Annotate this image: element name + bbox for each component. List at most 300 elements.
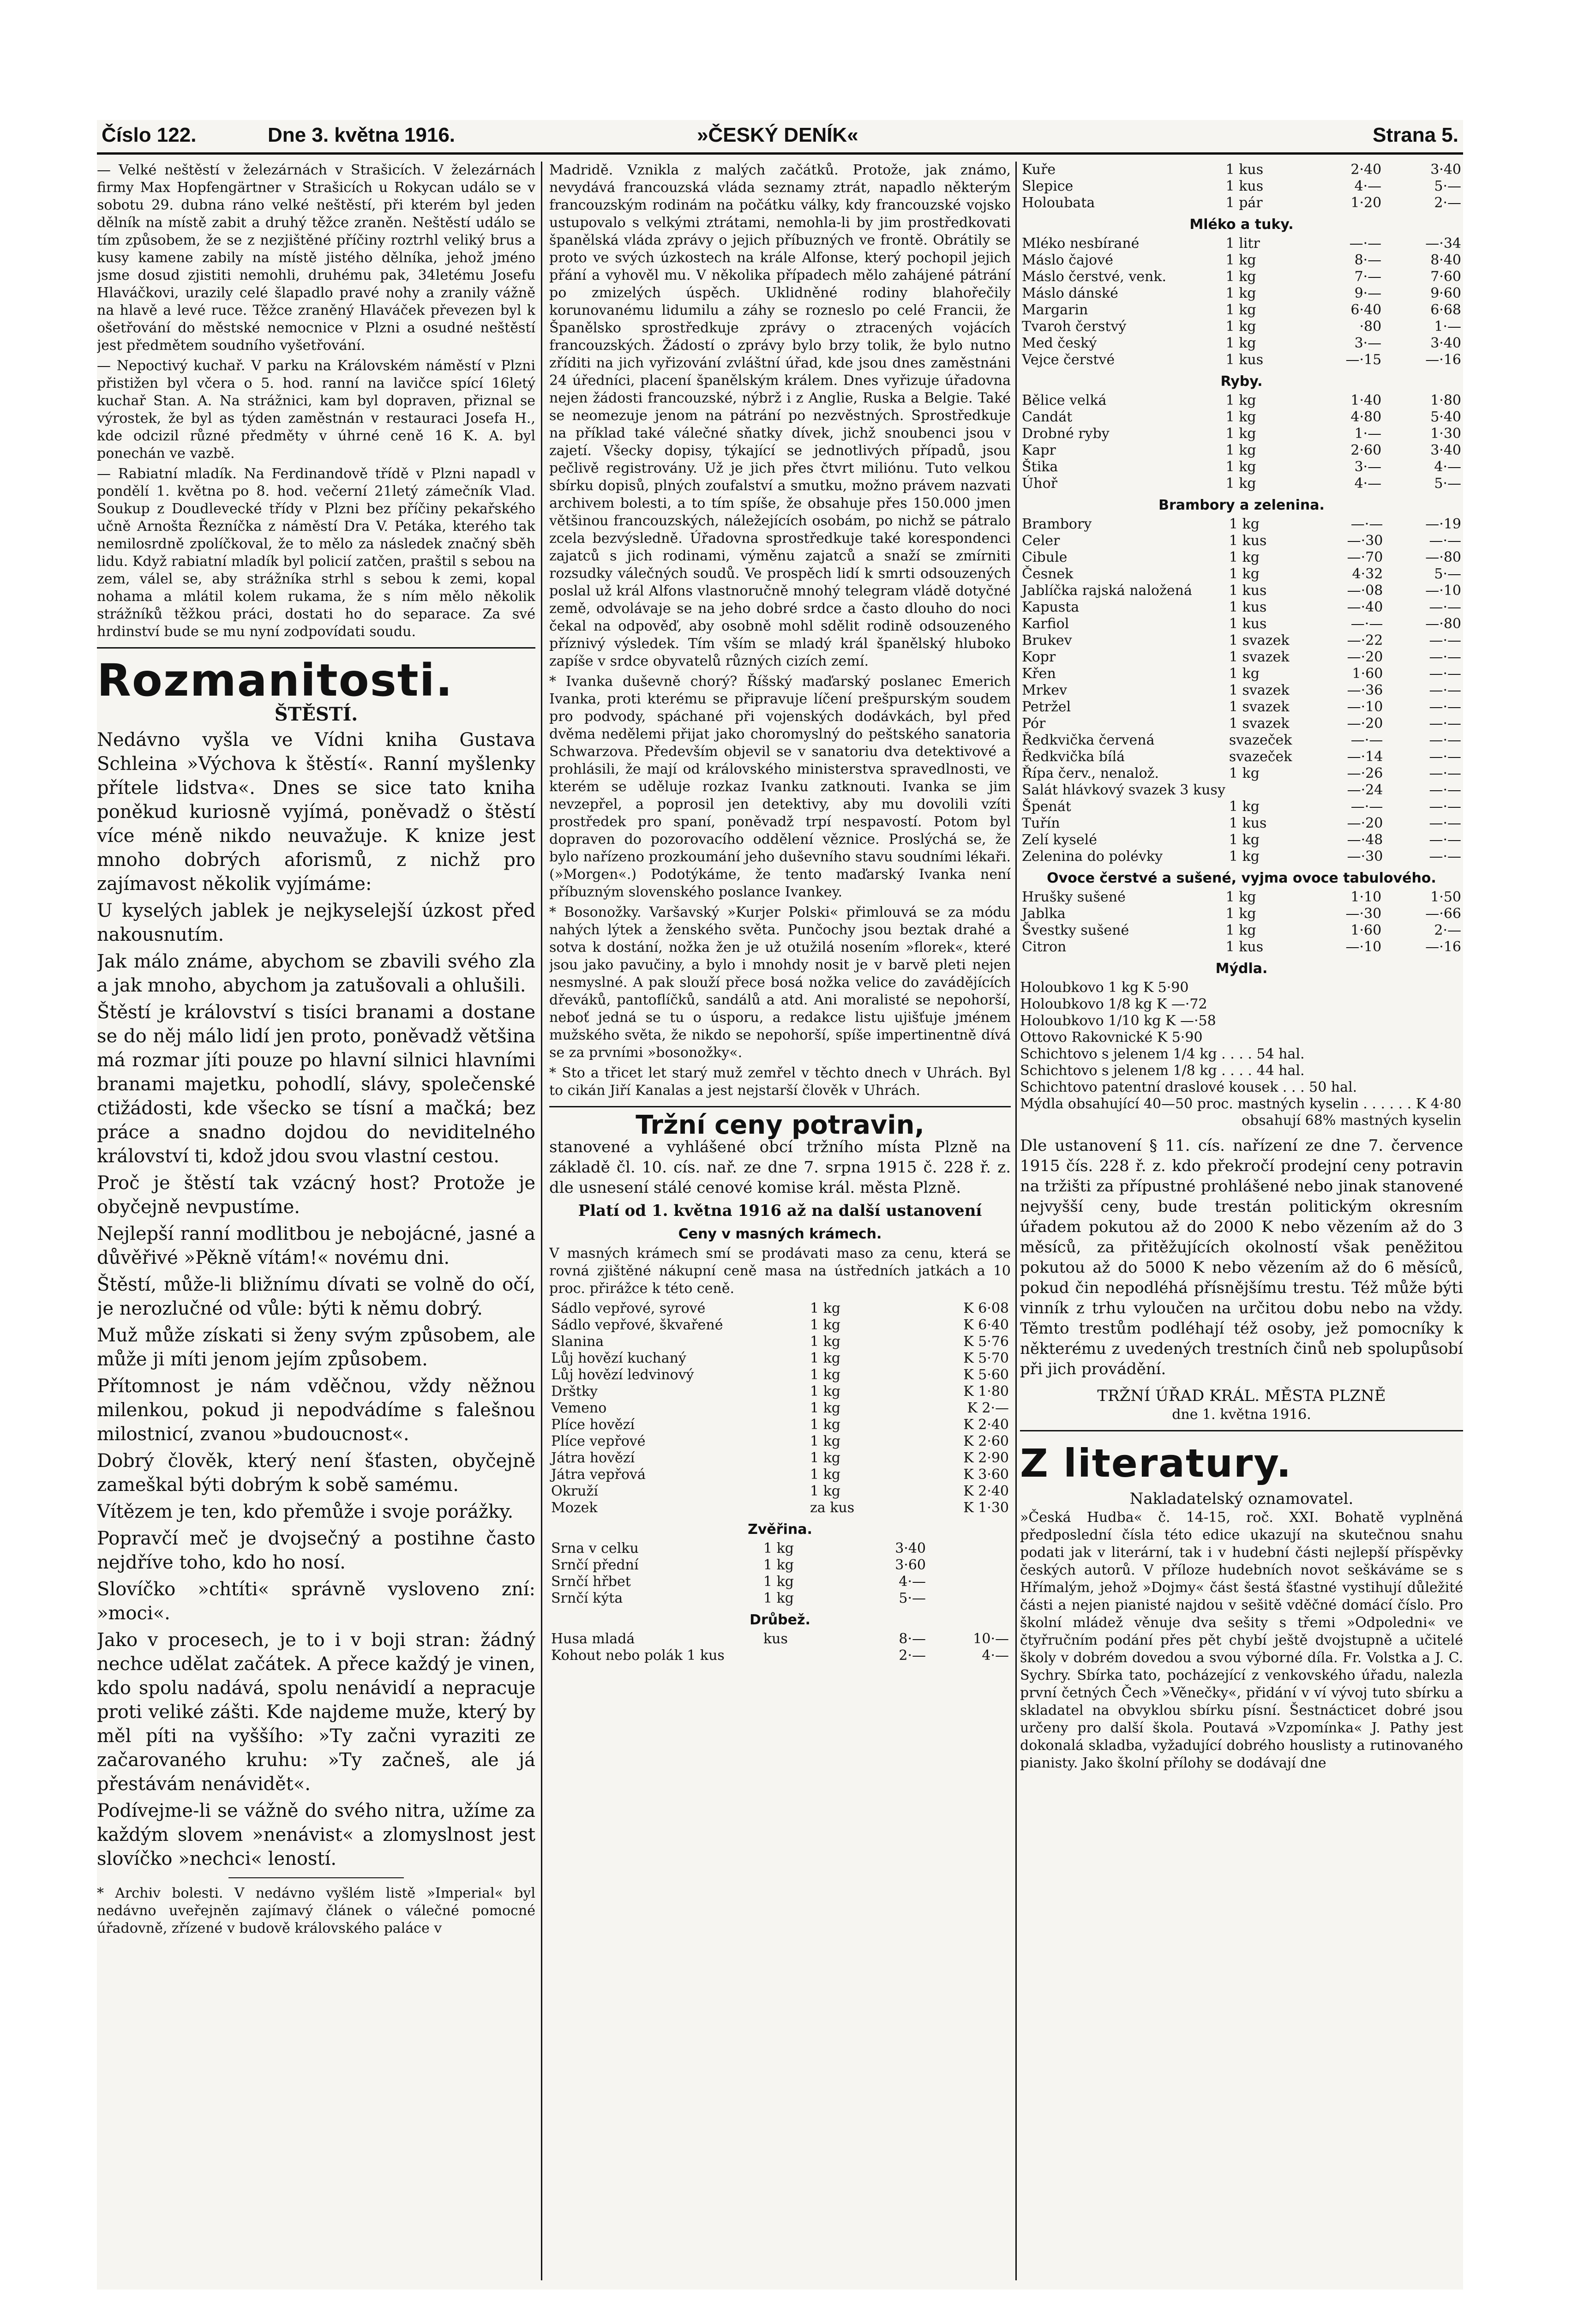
dairy-title: Mléko a tuky. bbox=[1189, 216, 1294, 233]
section-title: Z literatury. bbox=[1020, 1441, 1292, 1486]
price-row bbox=[1020, 922, 1463, 939]
item-name: Sádlo vepřové, škvařené bbox=[551, 1317, 723, 1333]
item-price: 4·— bbox=[982, 1647, 1009, 1664]
item-name: Brambory bbox=[1022, 516, 1092, 532]
paragraph: »Česká Hudba« č. 14-15, roč. XXI. Bohatě vyplněná předposlední čísla této edice ukazují na skutečnou snahu podati jak v literární, tak i v hudební části nejlepší příspěvky českých autorů. V příloze hudebních novot seškáváme se s Hřímalým, jehož »Dojmy« část šestá šťastné vystihují důležité části a nejen pianisté najdou v sešitě vděčné domácí číslo. Pro školní mládež věnuje dva sešity s třemi »Odpoledni« ve čtyřručním podání přes pět chybí ještě dvojstupně a učitelé školy v dobrém dovedou a svou výborné díla. Fr. Volstka a J. C. Sychry. Sbírka tato, pocházející z venkovského úřadu, nalezla první četných Čech »Věnečky«, přidání v ví vývoj tuto sbírku a skladatel na obvyklou sbírku písní. Šestnácticet dobré jsou určeny pro další škola. Poutavá »Vzpomínka« J. Pathy jest dokonalá skladba, vyžadující dobrého houslisty a rutinovaného pianisty. Jako školní přílohy se dodávají dne bbox=[1020, 1509, 1463, 1771]
item-name: Zelenina do polévky bbox=[1022, 848, 1163, 865]
item-name: Ředkvička červená bbox=[1022, 732, 1155, 748]
price-row bbox=[549, 1433, 1011, 1450]
price-row bbox=[1020, 765, 1463, 782]
news-item: * Bosonožky. Varšavský »Kurjer Polski« přimlouvá se za módu nahých lýtek a ženského světa. Punčochy jsou beztak drahé a sotva k dostání, nožka žen je už otužilá nosením »florek«, které jsou jako pavučiny, a bylo i mnohdy nosit je v barvě pleti nejen nesmyslné. A pak slouží přece bosá nožka velice do zavádějících dřeváků, pantoflíčků, sandálů a atd. Ani moralisté se nepohorší, neboť jedná se tu o úsporu, a redakce listu ujišťuje jménem mužského světa, že nikdo se nepohorší, spíše impertinentně dívá se za prvními »bosonožky«. bbox=[549, 904, 1011, 1061]
item-price: —·30 bbox=[1345, 906, 1382, 922]
item-unit: 1 kus bbox=[1229, 583, 1267, 599]
item-unit: 1 kus bbox=[1225, 178, 1264, 194]
paragraph: Nejlepší ranní modlitbou je nebojácné, jasné a důvěřivé »Pěkně vítám!« novému dni. bbox=[97, 1223, 535, 1268]
paragraph: Štěstí je království s tisíci branami a dostane se do něj málo lidí jen proto, poněvadž většina má rozmar jíti pouze po hlavní silnici hlavními branami majetku, pohodlí, slávy, společenské ctižádosti, kde všecko se tísní a mačká; bez práce a snadno dojdou do neviditelného království ti, kdož jdou svou vlastní cestou. bbox=[97, 1002, 535, 1167]
item-name: Plíce hovězí bbox=[551, 1417, 635, 1433]
item-name: Kopr bbox=[1022, 649, 1056, 665]
item-name: Mléko nesbírané bbox=[1022, 235, 1140, 252]
item-price: —·— bbox=[1429, 666, 1461, 682]
price-row bbox=[549, 1450, 1011, 1467]
item-name: Kapr bbox=[1022, 442, 1056, 458]
item-unit: 1 kg bbox=[1225, 475, 1256, 492]
price-row bbox=[1020, 939, 1463, 956]
item-unit bbox=[1227, 782, 1307, 799]
item-price: K 2·90 bbox=[963, 1450, 1009, 1466]
price-row bbox=[1020, 848, 1463, 865]
price-row bbox=[1020, 252, 1463, 269]
item-name: Česnek bbox=[1022, 566, 1074, 582]
price-row bbox=[549, 1334, 1011, 1350]
item-unit: 1 kg bbox=[763, 1540, 794, 1557]
price-row bbox=[1020, 516, 1463, 533]
item-price: —·10 bbox=[1425, 583, 1461, 599]
item-price bbox=[928, 1557, 1011, 1574]
paragraph: Štěstí, může-li bližnímu dívati se volně do očí, je nerozlučné od vůle: býti k němu dobrý. bbox=[97, 1274, 535, 1319]
item-name: Játra vepřová bbox=[551, 1467, 646, 1483]
item-unit: 1 svazek bbox=[1229, 649, 1290, 665]
item-price: —·80 bbox=[1425, 616, 1461, 632]
item-price: 1·60 bbox=[1352, 666, 1383, 682]
item-unit: 1 kg bbox=[1229, 516, 1260, 532]
soap-row: Holoubkovo 1 kg K 5·90 bbox=[1020, 980, 1189, 996]
meat-intro: V masných krámech smí se prodávati maso za cenu, která se rovná zjištěné nákupní ceně masa na ústředních jatkách a 10 proc. přirážce k této ceně. bbox=[549, 1245, 1011, 1297]
item-unit: 1 kg bbox=[1225, 442, 1256, 458]
item-price: —·16 bbox=[1425, 352, 1461, 368]
price-row bbox=[1020, 699, 1463, 715]
item-price: 1·40 bbox=[1350, 392, 1382, 409]
item-name: Brukev bbox=[1022, 632, 1072, 649]
item-price: —·40 bbox=[1347, 599, 1383, 615]
item-price: —·— bbox=[1350, 616, 1383, 632]
news-item: — Velké neštěstí v železárnách v Strašicích. V železárnách firmy Max Hopfengärtner v Strašicích u Rokycan událo se v sobotu 29. dubna ráno velké neštěstí, při kterém byl jeden dělník na místě zabit a druhý těžce zraněn. Neštěstí událo se tím způsobem, že se z nezjištěné příčiny roztrhl veliký brus a kusy kamene zabily na místě jistého dělníka, jehož jméno jsme dosud zjistiti nemohli, druhému pak, 34letému Josefu Hlaváčkovi, urazily celé šlapadlo pravé nohy a zranily vážně na hlavě a levé ruce. Těžce zraněný Hlaváček převezen byl k ošetřování do městské nemocnice v Plzni a osudné neštěstí jest předmětem soudního vyšetřování. bbox=[97, 162, 535, 354]
dairy-price-table bbox=[1020, 235, 1463, 368]
item-unit: 1 kg bbox=[1225, 335, 1256, 351]
item-price: —·— bbox=[1429, 682, 1461, 698]
price-row bbox=[1020, 583, 1463, 599]
price-row bbox=[1020, 352, 1463, 368]
item-unit: 1 kg bbox=[810, 1383, 840, 1400]
item-price: 4·80 bbox=[1350, 409, 1382, 425]
item-name: Švestky sušené bbox=[1022, 922, 1129, 938]
item-price: 9·— bbox=[1354, 285, 1382, 301]
paragraph: Dobrý člověk, který není šťasten, obyčejně zameškal býti dobrým k sobě samému. bbox=[97, 1450, 535, 1496]
paragraph: Vítězem je ten, kdo přemůže i svoje porážky. bbox=[97, 1501, 514, 1522]
price-row bbox=[1020, 162, 1463, 178]
item-unit: 1 kg bbox=[1225, 459, 1256, 475]
price-row bbox=[1020, 632, 1463, 649]
price-row bbox=[1020, 889, 1463, 906]
item-name: Máslo dánské bbox=[1022, 285, 1118, 301]
column-divider bbox=[1015, 162, 1017, 2280]
price-row bbox=[1020, 195, 1463, 211]
price-row bbox=[1020, 749, 1463, 765]
item-price: K 1·80 bbox=[963, 1383, 1009, 1400]
price-row bbox=[549, 1417, 1011, 1433]
item-price: 1·30 bbox=[1430, 426, 1461, 442]
price-row bbox=[549, 1647, 1011, 1664]
law-notice: Dle ustanovení § 11. cís. nařízení ze dne 7. července 1915 čís. 228 ř. z. kdo překročí prodejní ceny potravin na tržišti za přípustné prohlášené nebo jinak stanovené nejvyšší ceny, bude trestán politickým okresním úřadem pokutou až do 2000 K nebo vězením až do 3 měsíců, za přitěžujících okolností však peněžitou pokutou až do 5000 K nebo vězením až do 6 měsíců, pokud čin nepodléhá přísnějšímu trestu. Též může býti vinník z trhu vyloučen na určitou dobu nebo na vždy. Těmto trestům podléhají též osoby, jež pomocníky k některému z uvedených trestních činů neb spolupůsobí při jich provádění. bbox=[1020, 1136, 1463, 1378]
paragraph: Nedávno vyšla ve Vídni kniha Gustava Schleina »Výchova k štěstí«. Ranní myšlenky přítele lidstva«. Dnes se sice tato kniha poněkud kuriosně vyjímá, poněvadž o štěstí více méně nikdo neuvažuje. K knize jest mnoho dobrých aforismů, z nichž pro zajímavost několik vyjímáme: bbox=[97, 729, 535, 895]
item-name: Slanina bbox=[551, 1334, 604, 1350]
soap-row: Holoubkovo 1/8 kg K —·72 bbox=[1020, 996, 1207, 1012]
price-row bbox=[549, 1300, 1011, 1317]
item-name: Karfiol bbox=[1022, 616, 1069, 632]
item-name: Drštky bbox=[551, 1383, 598, 1400]
item-unit: 1 kg bbox=[1225, 392, 1256, 409]
item-name: Tvaroh čerstvý bbox=[1022, 319, 1127, 335]
item-price: K 3·60 bbox=[963, 1467, 1009, 1483]
item-unit: 1 kus bbox=[1229, 599, 1267, 615]
item-price: —·16 bbox=[1425, 939, 1461, 955]
price-row bbox=[549, 1500, 1011, 1516]
price-row bbox=[549, 1350, 1011, 1367]
price-row bbox=[549, 1540, 1011, 1557]
item-name: Bělice velká bbox=[1022, 392, 1107, 409]
item-price: —·22 bbox=[1347, 632, 1383, 649]
masthead: »ČESKÝ DENÍK« bbox=[697, 124, 858, 146]
item-name: Margarin bbox=[1022, 302, 1088, 318]
item-price: —·30 bbox=[1347, 533, 1383, 549]
item-price: —·48 bbox=[1347, 832, 1383, 848]
item-price: —·— bbox=[1349, 235, 1382, 252]
item-name: Vejce čerstvé bbox=[1022, 352, 1115, 368]
item-price: —·— bbox=[1429, 732, 1461, 748]
item-name: Srnčí kýta bbox=[551, 1590, 623, 1606]
price-row bbox=[1020, 682, 1463, 699]
item-price: K 1·30 bbox=[963, 1500, 1009, 1516]
footnote: * Archiv bolesti. V nedávno vyšlém listě »Imperial« byl nedávno uveřejněn zajímavý článek o válečné pomocné úřadovně, zřízené v budově královského paláce v bbox=[97, 1885, 535, 1936]
item-price: 3·60 bbox=[895, 1557, 926, 1573]
price-row bbox=[549, 1400, 1011, 1417]
item-price: —·26 bbox=[1347, 765, 1383, 781]
item-unit: 1 svazek bbox=[1229, 632, 1290, 649]
item-unit: za kus bbox=[810, 1500, 855, 1516]
item-price: K 6·08 bbox=[963, 1300, 1009, 1316]
item-price: —·24 bbox=[1347, 782, 1383, 798]
item-unit: 1 kus bbox=[1229, 533, 1267, 549]
meat-title: Ceny v masných krámech. bbox=[678, 1226, 882, 1242]
price-row bbox=[1020, 599, 1463, 616]
item-name: Mozek bbox=[551, 1500, 598, 1516]
item-price: —·10 bbox=[1347, 699, 1383, 715]
item-unit: 1 svazek bbox=[1229, 682, 1290, 698]
item-price: 3·— bbox=[1354, 335, 1382, 351]
price-row bbox=[1020, 178, 1463, 195]
item-price: 5·40 bbox=[1430, 409, 1461, 425]
item-price: —·66 bbox=[1425, 906, 1461, 922]
soap-row: Ottovo Rakovnické K 5·90 bbox=[1020, 1029, 1203, 1046]
item-unit: 1 kg bbox=[810, 1350, 840, 1366]
item-name: Jablíčka rajská naložená bbox=[1022, 583, 1192, 599]
price-row bbox=[549, 1631, 1011, 1647]
price-row bbox=[549, 1367, 1011, 1383]
meat-price-table bbox=[549, 1300, 1011, 1516]
price-row bbox=[1020, 732, 1463, 749]
item-price: 1·60 bbox=[1350, 922, 1382, 938]
item-unit: 1 kg bbox=[810, 1367, 840, 1383]
item-name: Křen bbox=[1022, 666, 1056, 682]
item-price: —·— bbox=[1429, 815, 1461, 831]
item-unit: 1 kg bbox=[1225, 889, 1256, 905]
item-name: Srna v celku bbox=[551, 1540, 639, 1557]
price-row bbox=[1020, 426, 1463, 442]
item-unit: 1 kg bbox=[1225, 922, 1256, 938]
item-unit: 1 kg bbox=[810, 1334, 840, 1350]
newspaper-page bbox=[97, 120, 1463, 2290]
item-price: 3·40 bbox=[1430, 162, 1461, 178]
item-name: Salát hlávkový svazek 3 kusy bbox=[1022, 782, 1225, 798]
item-price: —·— bbox=[1350, 732, 1383, 748]
item-name: Kuře bbox=[1022, 162, 1056, 178]
paragraph: Jako v procesech, je to i v boji stran: žádný nechce udělat začátek. A přece každý je vinen, kdo spolu nadává, spolu nenávidí a nepracuje proti veliké zášti. Kde najdeme muže, který by měl píti na vyššího: »Ty začni vyraziti ze začarovaného kruhu: »Ty začneš, ale já přestávám nenávidět«. bbox=[97, 1629, 535, 1795]
item-price: 8·— bbox=[899, 1631, 926, 1647]
paragraph: Přítomnost je nám vděčnou, vždy něžnou milenkou, pokud ji nepodvádíme s falešnou milostnicí, zvanou »budoucnost«. bbox=[97, 1376, 535, 1445]
item-name: Citron bbox=[1022, 939, 1067, 955]
item-price: 4·— bbox=[1354, 178, 1382, 194]
item-price: —·10 bbox=[1345, 939, 1382, 955]
item-unit: 1 kus bbox=[1225, 162, 1264, 178]
paragraph: Muž může získati si ženy svým způsobem, ale může ji míti jenom jejím způsobem. bbox=[97, 1325, 535, 1370]
item-unit: 1 kg bbox=[1225, 285, 1256, 301]
item-price: —·— bbox=[1429, 765, 1461, 781]
soap-price-list bbox=[1020, 980, 1463, 1112]
item-price: 7·— bbox=[1354, 269, 1382, 285]
valid-from: Platí od 1. května 1916 až na další ustanovení bbox=[578, 1202, 982, 1220]
item-price: 5·— bbox=[1434, 178, 1461, 194]
vegetable-price-table bbox=[1020, 516, 1463, 865]
item-price: —·— bbox=[1429, 782, 1461, 798]
item-name: Srnčí hřbet bbox=[551, 1574, 631, 1590]
item-unit: 1 kg bbox=[810, 1467, 840, 1483]
item-price: 6·40 bbox=[1350, 302, 1382, 318]
item-name: Játra hovězí bbox=[551, 1450, 635, 1466]
poultry-title: Drůbež. bbox=[750, 1612, 810, 1628]
item-price: 3·40 bbox=[1430, 442, 1461, 458]
page-header bbox=[97, 120, 1463, 155]
item-price: —·— bbox=[1429, 533, 1461, 549]
item-unit: 1 kg bbox=[763, 1557, 794, 1573]
item-price: 3·40 bbox=[1430, 335, 1461, 351]
price-row bbox=[1020, 799, 1463, 815]
item-unit: 1 kg bbox=[810, 1417, 840, 1433]
item-name: Husa mladá bbox=[551, 1631, 635, 1647]
item-unit: 1 kg bbox=[1225, 409, 1256, 425]
news-item: * Sto a třicet let starý muž zemřel v těchto dnech v Uhrách. Byl to cikán Jiří Kanalas a jest nejstarší člověk v Uhrách. bbox=[549, 1065, 1011, 1099]
item-name: Tuřín bbox=[1022, 815, 1060, 831]
item-unit: 1 kg bbox=[1229, 832, 1260, 848]
item-unit: 1 kg bbox=[1229, 799, 1260, 815]
article-title: Nakladatelský oznamovatel. bbox=[1129, 1490, 1354, 1508]
column-divider bbox=[541, 162, 542, 2280]
item-price: 1·50 bbox=[1430, 889, 1461, 905]
item-price: 9·60 bbox=[1430, 285, 1461, 301]
item-price: 6·68 bbox=[1430, 302, 1461, 318]
item-name: Lůj hovězí kuchaný bbox=[551, 1350, 686, 1366]
news-item: Madridě. Vznikla z malých začátků. Protože, jak známo, nevydává francouzská vláda seznamy ztrát, napadlo některým francouzským rodinám na počátku války, kdy francouzské vojsko ustupovalo s velkými ztrátami, nemohla-li by jim prostředkovati španělská vláda zprávy o jejich příbuzných ve frontě. Obrátily se proto ve svých úzkostech na krále Alfonse, který pochopil jejich přání a vyhověl mu. V několika případech mělo zahájené pátrání po zmizelých úspěch. Uklidněné rodiny blahořečily korunovanému lidumilu a záhy se rozneslo po celé Francii, že Španělsko sprostředkuje zprávy o ztracených vojácích francouzských. Žádostí o zprávy bylo brzy tolik, že bylo nutno zříditi na jich vyřizování zvláštní úřad, kde jsou dnes zaměstnáni 24 úředníci, placení španělským králem. Dnes vyřizuje úřadovna nejen žádosti francouzské, nýbrž i z Anglie, Ruska a Belgie. Také se neomezuje jenom na pátrání po nezvěstných. Sprostředkuje na příklad také válečné sňatky dívek, jichž snoubenci jsou v zajetí. Všecky dopisy, týkající se jednotlivých případů, jsou pečlivě registrovány. Už je jich přes čtvrt miliónu. Tuto velkou sbírku dopisů, plných zoufalství a smutku, možno právem nazvati archivem bolesti, a to tím spíše, že obsahuje přes 150.000 jmen většinou francouzských, náležejících osobám, po nichž se pátralo zcela bezvýsledně. Úřadovna sprostředkuje také korespondenci zajatců s jich rodinami, výměnu zajatců a snaží se zmírniti rozsudky válečných soudů. Ve prospěch lidí k smrti odsouzených poslal už král Alfons vlastnoručně mnohý telegram vládě dotyčné země, odvolávaje se na jeho dobré srdce a často dlouho do noci čekal na odpověď, aby osobně mohl sdělit rodině odsouzeného příznivý výsledek. Tím vším se mladý král španělský hluboko zapíše v srdce obyvatelů různých cizích zemí. bbox=[549, 162, 1011, 669]
item-price: K 2·40 bbox=[963, 1483, 1009, 1499]
item-unit: 1 kg bbox=[763, 1574, 794, 1590]
item-price: —·— bbox=[1350, 799, 1383, 815]
item-price: —·— bbox=[1429, 632, 1461, 649]
item-unit: 1 kg bbox=[810, 1450, 840, 1466]
item-unit: 1 kg bbox=[1229, 549, 1260, 565]
item-name: Vemeno bbox=[551, 1400, 607, 1416]
vegetable-title: Brambory a zelenina. bbox=[1158, 497, 1325, 513]
item-unit: 1 kg bbox=[1225, 426, 1256, 442]
item-price: 1·20 bbox=[1350, 195, 1382, 211]
item-price: 4·32 bbox=[1352, 566, 1383, 582]
soap-row: Mýdla obsahující 40—50 proc. mastných kyselin . . . . . . K 4·80 bbox=[1020, 1096, 1462, 1112]
item-price: 7·60 bbox=[1430, 269, 1461, 285]
item-price: —·— bbox=[1429, 749, 1461, 765]
item-price: K 2·40 bbox=[963, 1417, 1009, 1433]
price-row bbox=[1020, 335, 1463, 352]
price-row bbox=[1020, 235, 1463, 252]
price-row bbox=[1020, 649, 1463, 666]
item-price: K 2·— bbox=[967, 1400, 1009, 1416]
item-unit: 1 kg bbox=[810, 1300, 840, 1316]
soap-note: obsahují 68% mastných kyselin bbox=[1242, 1112, 1462, 1129]
price-row bbox=[549, 1574, 1011, 1590]
soap-title: Mýdla. bbox=[1215, 961, 1268, 977]
item-name: Mrkev bbox=[1022, 682, 1067, 698]
item-price: —·— bbox=[1429, 832, 1461, 848]
item-price: 8·— bbox=[1354, 252, 1382, 268]
price-row bbox=[1020, 715, 1463, 732]
price-row bbox=[1020, 549, 1463, 566]
item-price: K 5·70 bbox=[963, 1350, 1009, 1366]
item-price: 2·— bbox=[1434, 922, 1461, 938]
column-right bbox=[1020, 162, 1463, 2280]
item-name: Drobné ryby bbox=[1022, 426, 1110, 442]
market-intro: stanovené a vyhlášené obcí tržního místa Plzně na základě čl. 10. cís. nař. ze dne 7. srpna 1915 č. 228 ř. z. dle usnesení stálé cenové komise král. města Plzně. bbox=[549, 1138, 1011, 1197]
item-price: 1·— bbox=[1354, 426, 1382, 442]
item-price: 2·— bbox=[899, 1647, 926, 1664]
item-price: 4·— bbox=[1434, 459, 1461, 475]
section-title: Rozmanitosti. bbox=[97, 655, 454, 706]
item-unit: 1 kg bbox=[810, 1433, 840, 1449]
item-unit: 1 kg bbox=[1229, 848, 1260, 865]
item-unit: svazeček bbox=[1229, 749, 1292, 765]
item-name: Sádlo vepřové, syrové bbox=[551, 1300, 706, 1316]
item-name: Cibule bbox=[1022, 549, 1068, 565]
poultry-price-table-continued bbox=[1020, 162, 1463, 211]
item-name: Srnčí přední bbox=[551, 1557, 639, 1573]
item-price: —·— bbox=[1429, 649, 1461, 665]
item-price: 8·40 bbox=[1430, 252, 1461, 268]
item-unit: 1 svazek bbox=[1229, 715, 1290, 732]
item-name: Kohout nebo polák 1 kus bbox=[551, 1647, 725, 1664]
paragraph: Jak málo známe, abychom se zbavili svého zla a jak mnoho, abychom ja zatušovali a ohlušili. bbox=[97, 951, 535, 996]
item-unit: 1 kg bbox=[1225, 319, 1256, 335]
item-unit: kus bbox=[763, 1631, 788, 1647]
item-unit bbox=[762, 1647, 845, 1664]
item-price: —·— bbox=[1429, 599, 1461, 615]
item-price: 5·— bbox=[1434, 475, 1461, 492]
price-row bbox=[1020, 815, 1463, 832]
item-price: 5·— bbox=[899, 1590, 926, 1606]
item-price: 1·80 bbox=[1430, 392, 1461, 409]
item-price: 3·— bbox=[1354, 459, 1382, 475]
price-row bbox=[1020, 409, 1463, 426]
news-item: — Rabiatní mladík. Na Ferdinandově třídě v Plzni napadl v pondělí 1. května po 8. hod. večerní 21letý zámečník Vlad. Soukup z Doudlevecké třídy v Plzni bez příčiny pekařského učně Arnošta Řezníčka z náměstí Dra V. Petáka, kterého tak nemilosrdně zpolíčkoval, že to mělo za následek značný sběh lidu. Když rabiatní mladík byl policií zatčen, praštil s sebou na zem, válel se, aby strážníka strhl s sebou k zemi, kopal nohama a mlátil kolem rukama, že s ním mělo několik strážníků těžkou práci, dostati ho do separace. Za své hrdinství bude se mu nyní zodpovídati soudu. bbox=[97, 466, 535, 640]
item-name: Řípa červ., nenalož. bbox=[1022, 765, 1159, 781]
paragraph: Proč je štěstí tak vzácný host? Protože je obyčejně nevpustíme. bbox=[97, 1172, 535, 1218]
item-unit: 1 kg bbox=[1225, 252, 1256, 268]
item-name: Štika bbox=[1022, 459, 1058, 475]
item-unit: 1 kus bbox=[1229, 815, 1267, 831]
item-unit: 1 kg bbox=[1229, 666, 1260, 682]
item-price: —·— bbox=[1429, 848, 1461, 865]
item-name: Ředkvička bílá bbox=[1022, 749, 1125, 765]
price-row bbox=[1020, 832, 1463, 848]
item-name: Slepice bbox=[1022, 178, 1074, 194]
price-row bbox=[549, 1467, 1011, 1483]
item-price: 5·— bbox=[1434, 566, 1461, 582]
item-name: Plíce vepřové bbox=[551, 1433, 646, 1449]
item-unit: 1 kg bbox=[1229, 566, 1260, 582]
item-unit: 1 kg bbox=[810, 1400, 840, 1416]
price-row bbox=[1020, 666, 1463, 682]
price-row bbox=[1020, 319, 1463, 335]
soap-row: Schichtovo patentní draslové kousek . . . 50 hal. bbox=[1020, 1079, 1357, 1095]
item-name: Pór bbox=[1022, 715, 1046, 732]
price-row bbox=[549, 1317, 1011, 1334]
item-name: Med český bbox=[1022, 335, 1097, 351]
price-row bbox=[1020, 459, 1463, 475]
item-price: —·— bbox=[1350, 516, 1383, 532]
item-price bbox=[928, 1574, 1011, 1590]
price-row bbox=[549, 1383, 1011, 1400]
item-price: 2·60 bbox=[1350, 442, 1382, 458]
market-title: Tržní ceny potravin, bbox=[636, 1110, 924, 1140]
price-row bbox=[1020, 782, 1463, 799]
item-unit: 1 kg bbox=[763, 1590, 794, 1606]
item-unit: svazeček bbox=[1229, 732, 1292, 748]
item-name: Hrušky sušené bbox=[1022, 889, 1126, 905]
column-left bbox=[97, 162, 535, 2280]
item-price: —·70 bbox=[1347, 549, 1383, 565]
item-price: ·80 bbox=[1359, 319, 1382, 335]
item-name: Candát bbox=[1022, 409, 1073, 425]
divider bbox=[97, 647, 535, 649]
item-name: Okruží bbox=[551, 1483, 598, 1499]
price-row bbox=[1020, 906, 1463, 922]
news-item: * Ivanka duševně chorý? Říšský maďarský poslanec Emerich Ivanka, proti kterému se připravuje líčení prešpurským soudem pro podvody, spáchané při vojenských dodávkách, byl před dvěma nedělemi přijat jako choromyslný do peštského sanatoria Schwarzova. Především objevil se v sanatoriu dva detektivové a prohlásili, že mají od královského ministerstva spravedlnosti, ve kterém se uděluje rozkaz Ivanku zatknouti. Ivanka se jim nevzepřel, a poprosil jen detektivy, aby mu dovolili vzíti prostředek pro spaní, poněvadž trpí nespavostí. Potom byl dopraven do pozorovacího oddělení věznice. Proslýchá se, že bylo nařízeno prozkoumání jeho duševního stavu soudními lékaři. (»Morgen«.) Podotýkáme, že tento maďarský Ivanka není příbuzným slovenského poslance Ivankey. bbox=[549, 673, 1011, 900]
issue-date: Dne 3. května 1916. bbox=[268, 124, 456, 146]
item-price: 4·— bbox=[1354, 475, 1382, 492]
column-middle bbox=[549, 162, 1011, 2280]
item-price: —·15 bbox=[1345, 352, 1382, 368]
item-price: —·— bbox=[1429, 799, 1461, 815]
market-office: TRŽNÍ ÚŘAD KRÁL. MĚSTA PLZNĚ bbox=[1097, 1387, 1386, 1405]
item-name: Zelí kyselé bbox=[1022, 832, 1097, 848]
office-date: dne 1. května 1916. bbox=[1172, 1406, 1311, 1423]
item-price: —·— bbox=[1429, 715, 1461, 732]
item-name: Máslo čajové bbox=[1022, 252, 1113, 268]
item-unit: 1 kg bbox=[1229, 765, 1260, 781]
divider bbox=[549, 1106, 1011, 1107]
soap-row: Holoubkovo 1/10 kg K —·58 bbox=[1020, 1013, 1216, 1029]
paragraph: Slovíčko »chtíti« správně vysloveno zní: »moci«. bbox=[97, 1579, 535, 1624]
price-row bbox=[1020, 392, 1463, 409]
paragraph: Popravčí meč je dvojsečný a postihne často nejdříve toho, kdo ho nosí. bbox=[97, 1528, 535, 1573]
price-row bbox=[1020, 442, 1463, 459]
paragraph: U kyselých jablek je nejkyselejší úzkost před nakousnutím. bbox=[97, 900, 535, 945]
item-unit: 1 kg bbox=[1225, 269, 1256, 285]
price-row bbox=[1020, 566, 1463, 583]
